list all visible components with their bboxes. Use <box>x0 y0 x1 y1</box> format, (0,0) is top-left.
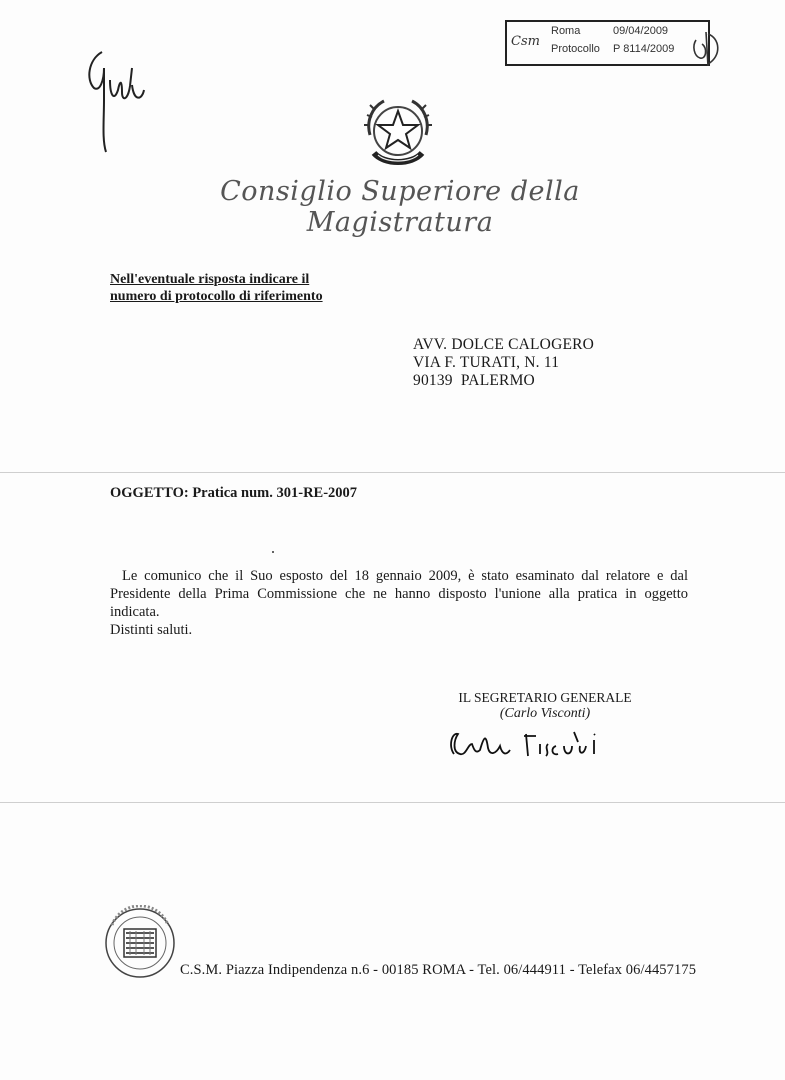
recipient-address <box>413 336 594 390</box>
handwritten-mark-icon <box>690 26 726 72</box>
closing-greeting: Distinti saluti. <box>110 622 193 638</box>
stamp-place-label: Roma <box>551 25 581 37</box>
scan-speck <box>272 551 274 553</box>
handwritten-initials-icon <box>80 40 155 155</box>
csm-seal-icon <box>100 905 180 981</box>
reply-instruction-line1: Nell'eventuale risposta indicare il <box>110 272 310 287</box>
signer-name: (Carlo Visconti) <box>499 706 591 721</box>
reply-instruction-line2: numero di protocollo di riferimento <box>110 289 323 304</box>
subject-line: OGGETTO: Pratica num. 301-RE-2007 <box>110 485 358 501</box>
stamp-protocol-number: P 8114/2009 <box>613 43 675 55</box>
recipient-city: 90139 PALERMO <box>413 372 535 389</box>
body-paragraph: Le comunico che il Suo esposto del 18 gennaio 2009, è stato esaminato dal relatore e dal Presidente della Prima Commissione che ne hanno disposto l'unione alla pratica in oggetto indicata. <box>110 568 688 620</box>
signer-title: IL SEGRETARIO GENERALE <box>458 690 632 705</box>
handwritten-signature-icon <box>444 726 634 766</box>
stamp-protocol-label: Protocollo <box>551 43 600 55</box>
letter-body <box>110 567 688 639</box>
recipient-name: AVV. DOLCE CALOGERO <box>413 336 595 353</box>
fold-line <box>0 802 785 803</box>
institution-name: Consiglio Superiore della Magistratura <box>220 176 580 238</box>
protocol-stamp <box>505 20 710 66</box>
fold-line <box>0 472 785 473</box>
italian-republic-emblem-icon <box>360 95 436 171</box>
footer-contact: C.S.M. Piazza Indipendenza n.6 - 00185 ROMA - Tel. 06/444911 - Telefax 06/4457175 <box>180 962 697 978</box>
stamp-date: 09/04/2009 <box>613 25 669 37</box>
reply-instruction <box>110 271 323 305</box>
stamp-logo: Csm <box>511 34 540 49</box>
signature-block <box>440 690 650 722</box>
recipient-street: VIA F. TURATI, N. 11 <box>413 354 560 371</box>
